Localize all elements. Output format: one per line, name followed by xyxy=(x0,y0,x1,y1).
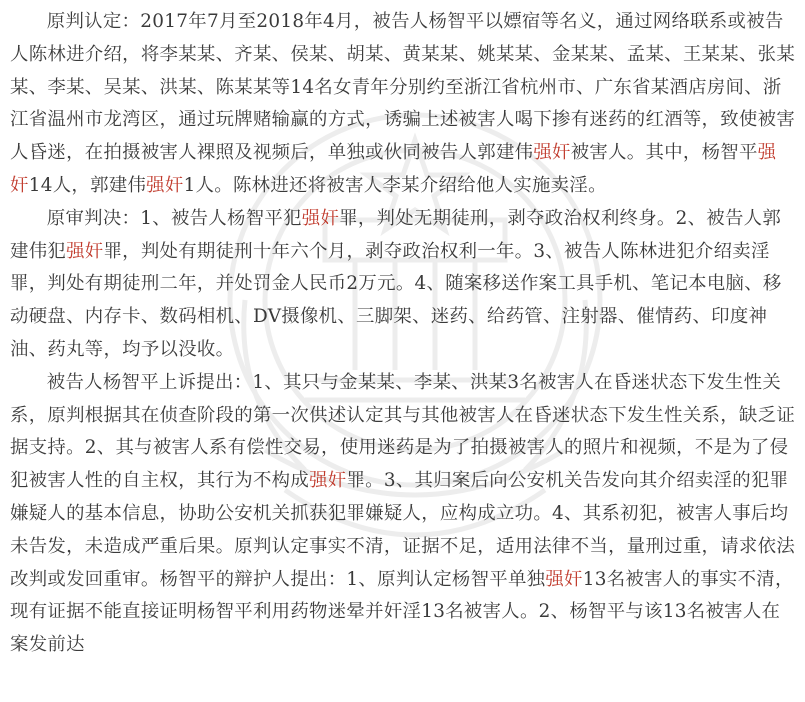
highlighted-keyword: 强奸 xyxy=(146,174,184,196)
paragraph-appeal-grounds xyxy=(10,367,795,662)
text-segment: 14人，郭建伟 xyxy=(28,174,147,196)
paragraph-first-instance-judgment xyxy=(10,203,795,367)
text-segment: 1人。陈林进还将被害人李某介绍给他人实施卖淫。 xyxy=(183,174,607,196)
text-segment: 罪，判处无期徒刑，剥夺政治权利终身。2、被告人郭建伟犯 xyxy=(10,207,782,262)
highlighted-keyword: 强奸 xyxy=(309,470,347,492)
text-segment: 13名被害人的事实不清，现有证据不能直接证明杨智平利用药物迷晕并奸淫13名被害人。2、杨智平与该13名被害人在案发前达 xyxy=(10,568,794,656)
text-segment: 原判认定：2017年7月至2018年4月，被告人杨智平以嫖宿等名义，通过网络联系或被告人陈林进介绍，将李某某、齐某、侯某、胡某、黄某某、姚某某、金某某、孟某、王某某、张某某、李某、吴某、洪某、陈某某等14名女青年分别约至浙江省杭州市、广东省某酒店房间、浙江省温州市龙湾区，通过玩牌赌输赢的方式，诱骗上述被害人喝下掺有迷药的红酒等，致使被害人昏迷，在拍摄被害人裸照及视频后，单独或伙同被告人郭建伟 xyxy=(10,11,796,164)
text-segment: 原审判决：1、被告人杨智平犯 xyxy=(46,207,302,229)
text-segment: 被害人。其中，杨智平 xyxy=(570,142,758,164)
text-segment: 罪，判处有期徒刑十年六个月，剥夺政治权利一年。3、被告人陈林进犯介绍卖淫罪，判处有期徒刑二年，并处罚金人民币2万元。4、随案移送作案工具手机、笔记本电脑、移动硬盘、内存卡、数码相机、DV摄像机、三脚架、迷药、给药管、注射器、催情药、印度神油、药丸等，均予以没收。 xyxy=(10,240,782,360)
highlighted-keyword: 强奸 xyxy=(545,568,583,590)
highlighted-keyword: 强奸 xyxy=(66,240,104,262)
paragraph-original-findings xyxy=(10,6,795,203)
text-segment: 被告人杨智平上诉提出：1、其只与金某某、李某、洪某3名被害人在昏迷状态下发生性关系，原判根据其在侦查阶段的第一次供述认定其与其他被害人在昏迷状态下发生性关系，缺乏证据支持。2、其与被害人系有偿性交易，使用迷药是为了拍摄被害人的照片和视频，不是为了侵犯被害人性的自主权，其行为不构成 xyxy=(10,371,796,492)
text-segment: 罪。3、其归案后向公安机关告发向其介绍卖淫的犯罪嫌疑人的基本信息，协助公安机关抓获犯罪嫌疑人，应构成立功。4、其系初犯，被害人事后均未告发，未造成严重后果。原判认定事实不清，证据不足，适用法律不当，量刑过重，请求依法改判或发回重审。杨智平的辩护人提出：1、原判认定杨智平单独 xyxy=(10,470,796,590)
highlighted-keyword: 强奸 xyxy=(10,142,777,196)
highlighted-keyword: 强奸 xyxy=(533,142,571,164)
highlighted-keyword: 强奸 xyxy=(301,207,340,229)
